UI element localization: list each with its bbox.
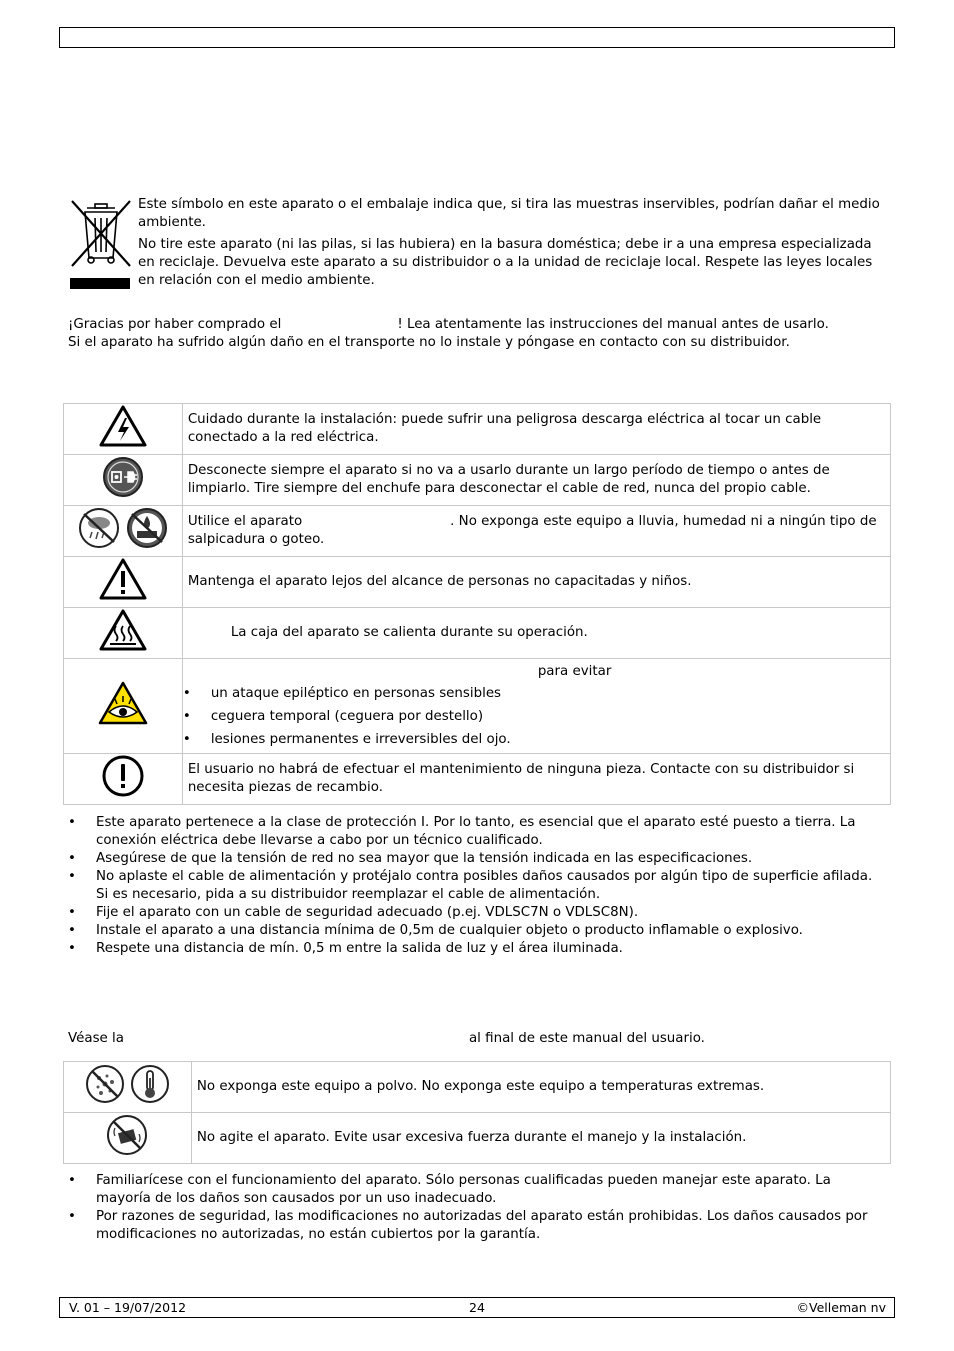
safety-row xyxy=(64,506,891,557)
safety-text: La caja del aparato se calienta durante su operación. xyxy=(182,608,890,659)
warning-icon xyxy=(64,557,183,608)
hot-surface-icon xyxy=(64,608,183,659)
electric-shock-icon xyxy=(64,404,183,455)
safety-text: Desconecte siempre el aparato si no va a usarlo durante un largo período de tiempo o antes de limpiarlo. Tire siempre del enchufe para desconectar el cable de red, nunca del propio cable. xyxy=(182,455,890,506)
environment-table xyxy=(63,1061,891,1164)
safety-row xyxy=(64,754,891,805)
list-item: • Instale el aparato a una distancia mínima de 0,5m de cualquier objeto o producto inflamable o explosivo. xyxy=(68,922,883,940)
environment-text: No agite el aparato. Evite usar excesiva fuerza durante el manejo y la instalación. xyxy=(191,1113,890,1164)
environment-row xyxy=(64,1062,891,1113)
list-item: • lesiones permanentes e irreversibles del ojo. xyxy=(183,731,885,749)
weee-paragraph: No tire este aparato (ni las pilas, si las hubiera) en la basura doméstica; debe ir a una empresa especializada en reciclaje. Devuelva este aparato a su distribuidor o a la unidad de reciclaje local. Respete las leyes locales en relación con el medio ambiente. xyxy=(138,237,873,288)
vease-start: Véase la xyxy=(68,1031,124,1046)
dust-temperature-icons xyxy=(64,1062,192,1113)
list-item: • Fije el aparato con un cable de seguridad adecuado (p.ej. VDLSC7N o VDLSC8N). xyxy=(68,904,883,922)
list-item: • No aplaste el cable de alimentación y protéjalo contra posibles daños causados por algún tipo de superficie afilada. Si es necesario, pida a su distribuidor reemplazar el cable de alimentación. xyxy=(68,868,883,904)
unplug-icon xyxy=(64,455,183,506)
list-item: • Por razones de seguridad, las modificaciones no autorizadas del aparato están prohibidas. Los daños causados por modificaciones no autorizadas, no están cubiertos por la garantía. xyxy=(68,1208,883,1244)
list-item: • un ataque epiléptico en personas sensibles xyxy=(183,685,885,703)
no-moisture-icon xyxy=(125,507,169,549)
light-hazard-list xyxy=(183,685,885,749)
vease-end: al final de este manual del usuario. xyxy=(468,1031,705,1046)
footer-copyright: ©Velleman nv xyxy=(796,1300,886,1315)
safety-row xyxy=(64,404,891,455)
light-hazard-icon xyxy=(64,659,183,754)
list-item: • Respete una distancia de mín. 0,5 m entre la salida de luz y el área iluminada. xyxy=(68,940,883,958)
safety-row xyxy=(64,557,891,608)
installation-bullets xyxy=(68,814,883,958)
safety-text: El usuario no habrá de efectuar el mantenimiento de ninguna pieza. Contacte con su distribuidor si necesita piezas de recambio. xyxy=(182,754,890,805)
footer-version: V. 01 – 19/07/2012 xyxy=(69,1300,187,1315)
weee-paragraph: Este símbolo en este aparato o el embalaje indica que, si tira las muestras inservibles, podrían dañar el medio ambiente. xyxy=(138,197,880,230)
intro-thanks: ¡Gracias por haber comprado el xyxy=(68,317,282,332)
exclamation-icon xyxy=(64,754,183,805)
indoor-use-end: . No exponga este equipo a lluvia, humedad ni a ningún tipo de salpicadura o goteo. xyxy=(187,514,877,547)
safety-text: Mantenga el aparato lejos del alcance de personas no capacitadas y niños. xyxy=(182,557,890,608)
safety-text xyxy=(182,659,890,754)
list-item: • Este aparato pertenece a la clase de protección I. Por lo tanto, es esencial que el aparato esté puesto a tierra. La conexión eléctrica debe llevarse a cabo por un técnico cualificado. xyxy=(68,814,883,850)
no-dust-icon xyxy=(85,1064,125,1104)
safety-row xyxy=(64,659,891,754)
no-shaking-icon xyxy=(64,1113,192,1164)
intro-text xyxy=(68,316,888,352)
safety-row xyxy=(64,608,891,659)
indoor-use-start: Utilice el aparato xyxy=(187,514,303,529)
usage-bullets xyxy=(68,1172,883,1244)
safety-text xyxy=(182,506,890,557)
page-header-box xyxy=(59,27,895,48)
footer-page-number: 24 xyxy=(469,1300,485,1315)
list-item: • ceguera temporal (ceguera por destello) xyxy=(183,708,885,726)
light-hazard-head: para evitar xyxy=(537,664,612,679)
intro-damage: Si el aparato ha sufrido algún daño en el transporte no lo instale y póngase en contacto con su distribuidor. xyxy=(68,335,790,350)
list-item: • Asegúrese de que la tensión de red no sea mayor que la tensión indicada en las especificaciones. xyxy=(68,850,883,868)
safety-row xyxy=(64,455,891,506)
page-footer xyxy=(59,1297,895,1318)
crossed-bin-icon xyxy=(69,198,133,292)
environment-row xyxy=(64,1113,891,1164)
indoor-use-icons xyxy=(64,506,183,557)
environment-text: No exponga este equipo a polvo. No exponga este equipo a temperaturas extremas. xyxy=(191,1062,890,1113)
thermometer-icon xyxy=(130,1064,170,1104)
weee-notice xyxy=(138,196,888,294)
list-item: • Familiarícese con el funcionamiento del aparato. Sólo personas cualificadas pueden manejar este aparato. La mayoría de los daños son causados por un uso inadecuado. xyxy=(68,1172,883,1208)
no-rain-icon xyxy=(77,507,121,549)
safety-text: Cuidado durante la instalación: puede sufrir una peligrosa descarga eléctrica al tocar un cable conectado a la red eléctrica. xyxy=(182,404,890,455)
intro-read-manual: ! Lea atentamente las instrucciones del manual antes de usarlo. xyxy=(397,317,829,332)
warranty-reference xyxy=(68,1030,888,1048)
safety-table xyxy=(63,403,891,805)
